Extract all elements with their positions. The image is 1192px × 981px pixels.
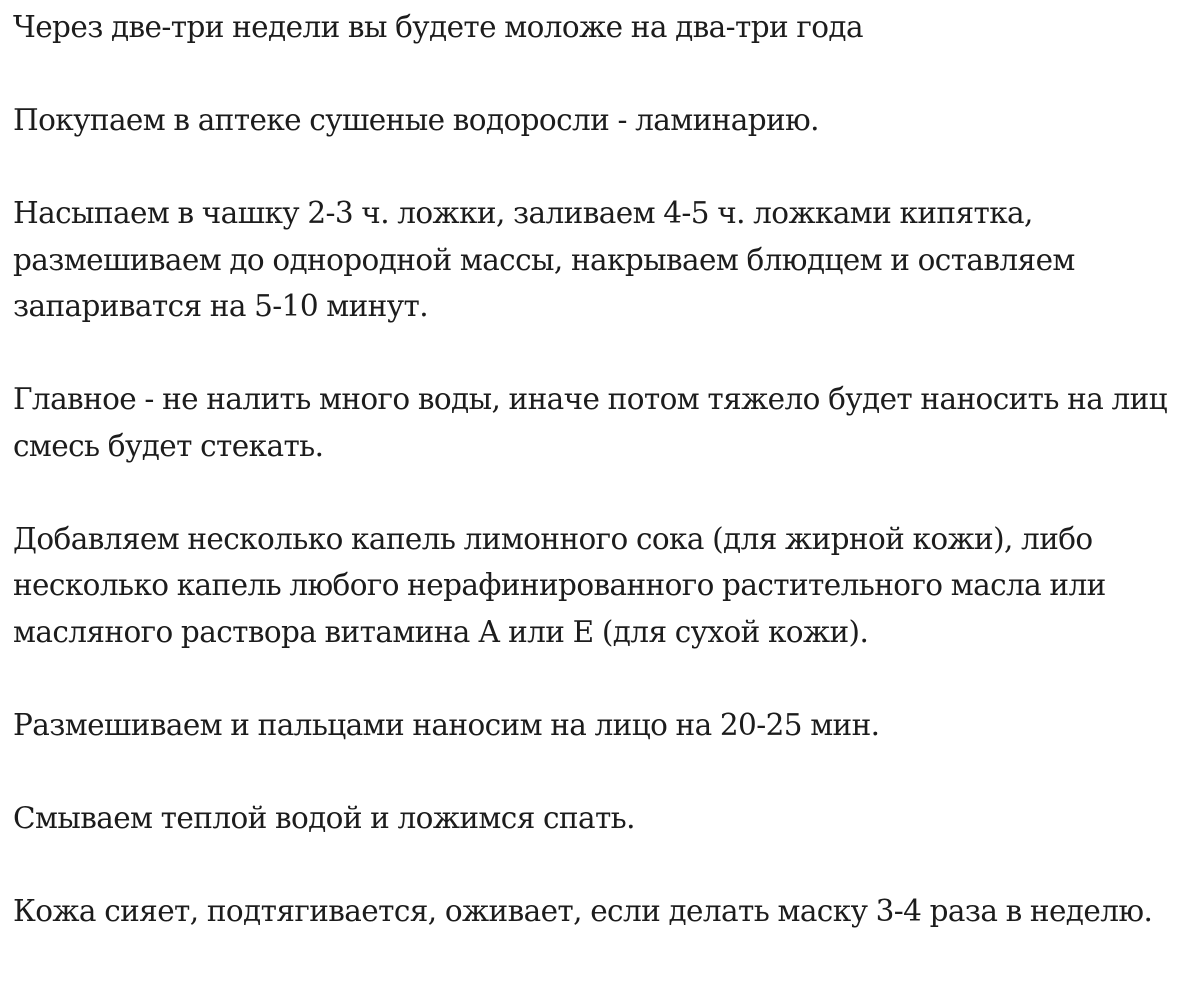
text-line: Покупаем в аптеке сушеные водоросли - ламинарию.	[13, 103, 819, 137]
paragraph-rinse	[13, 795, 1192, 842]
paragraph-additives	[13, 516, 1192, 656]
text-line: Насыпаем в чашку 2-3 ч. ложки, заливаем 4-5 ч. ложками кипятка,	[13, 196, 1033, 230]
paragraph-prepare	[13, 190, 1192, 330]
text-line: Главное - не налить много воды, иначе потом тяжело будет наносить на лиц	[13, 382, 1168, 416]
paragraph-buy	[13, 97, 1192, 144]
text-line: смесь будет стекать.	[13, 428, 324, 463]
text-line: Размешиваем и пальцами наносим на лицо на 20-25 мин.	[13, 707, 880, 742]
text-line: Добавляем несколько капель лимонного сока (для жирной кожи), либо	[13, 521, 1093, 556]
text-line: Смываем теплой водой и ложимся спать.	[13, 800, 635, 835]
text-line: Кожа сияет, подтягивается, оживает, если делать маску 3-4 раза в неделю.	[13, 893, 1153, 928]
text-line: запариватся на 5-10 минут.	[13, 289, 429, 323]
text-line: несколько капель любого нерафинированного растительного масла или	[13, 568, 1106, 602]
paragraph-apply	[13, 702, 1192, 749]
article-body	[13, 0, 1192, 981]
paragraph-result	[13, 888, 1192, 935]
paragraph-warning	[13, 376, 1192, 469]
text-line: Через две-три недели вы будете моложе на два-три года	[13, 10, 863, 44]
text-line: масляного раствора витамина А или Е (для сухой кожи).	[13, 614, 869, 649]
paragraph-title	[13, 4, 1192, 51]
text-line: размешиваем до однородной массы, накрываем блюдцем и оставляем	[13, 242, 1075, 277]
